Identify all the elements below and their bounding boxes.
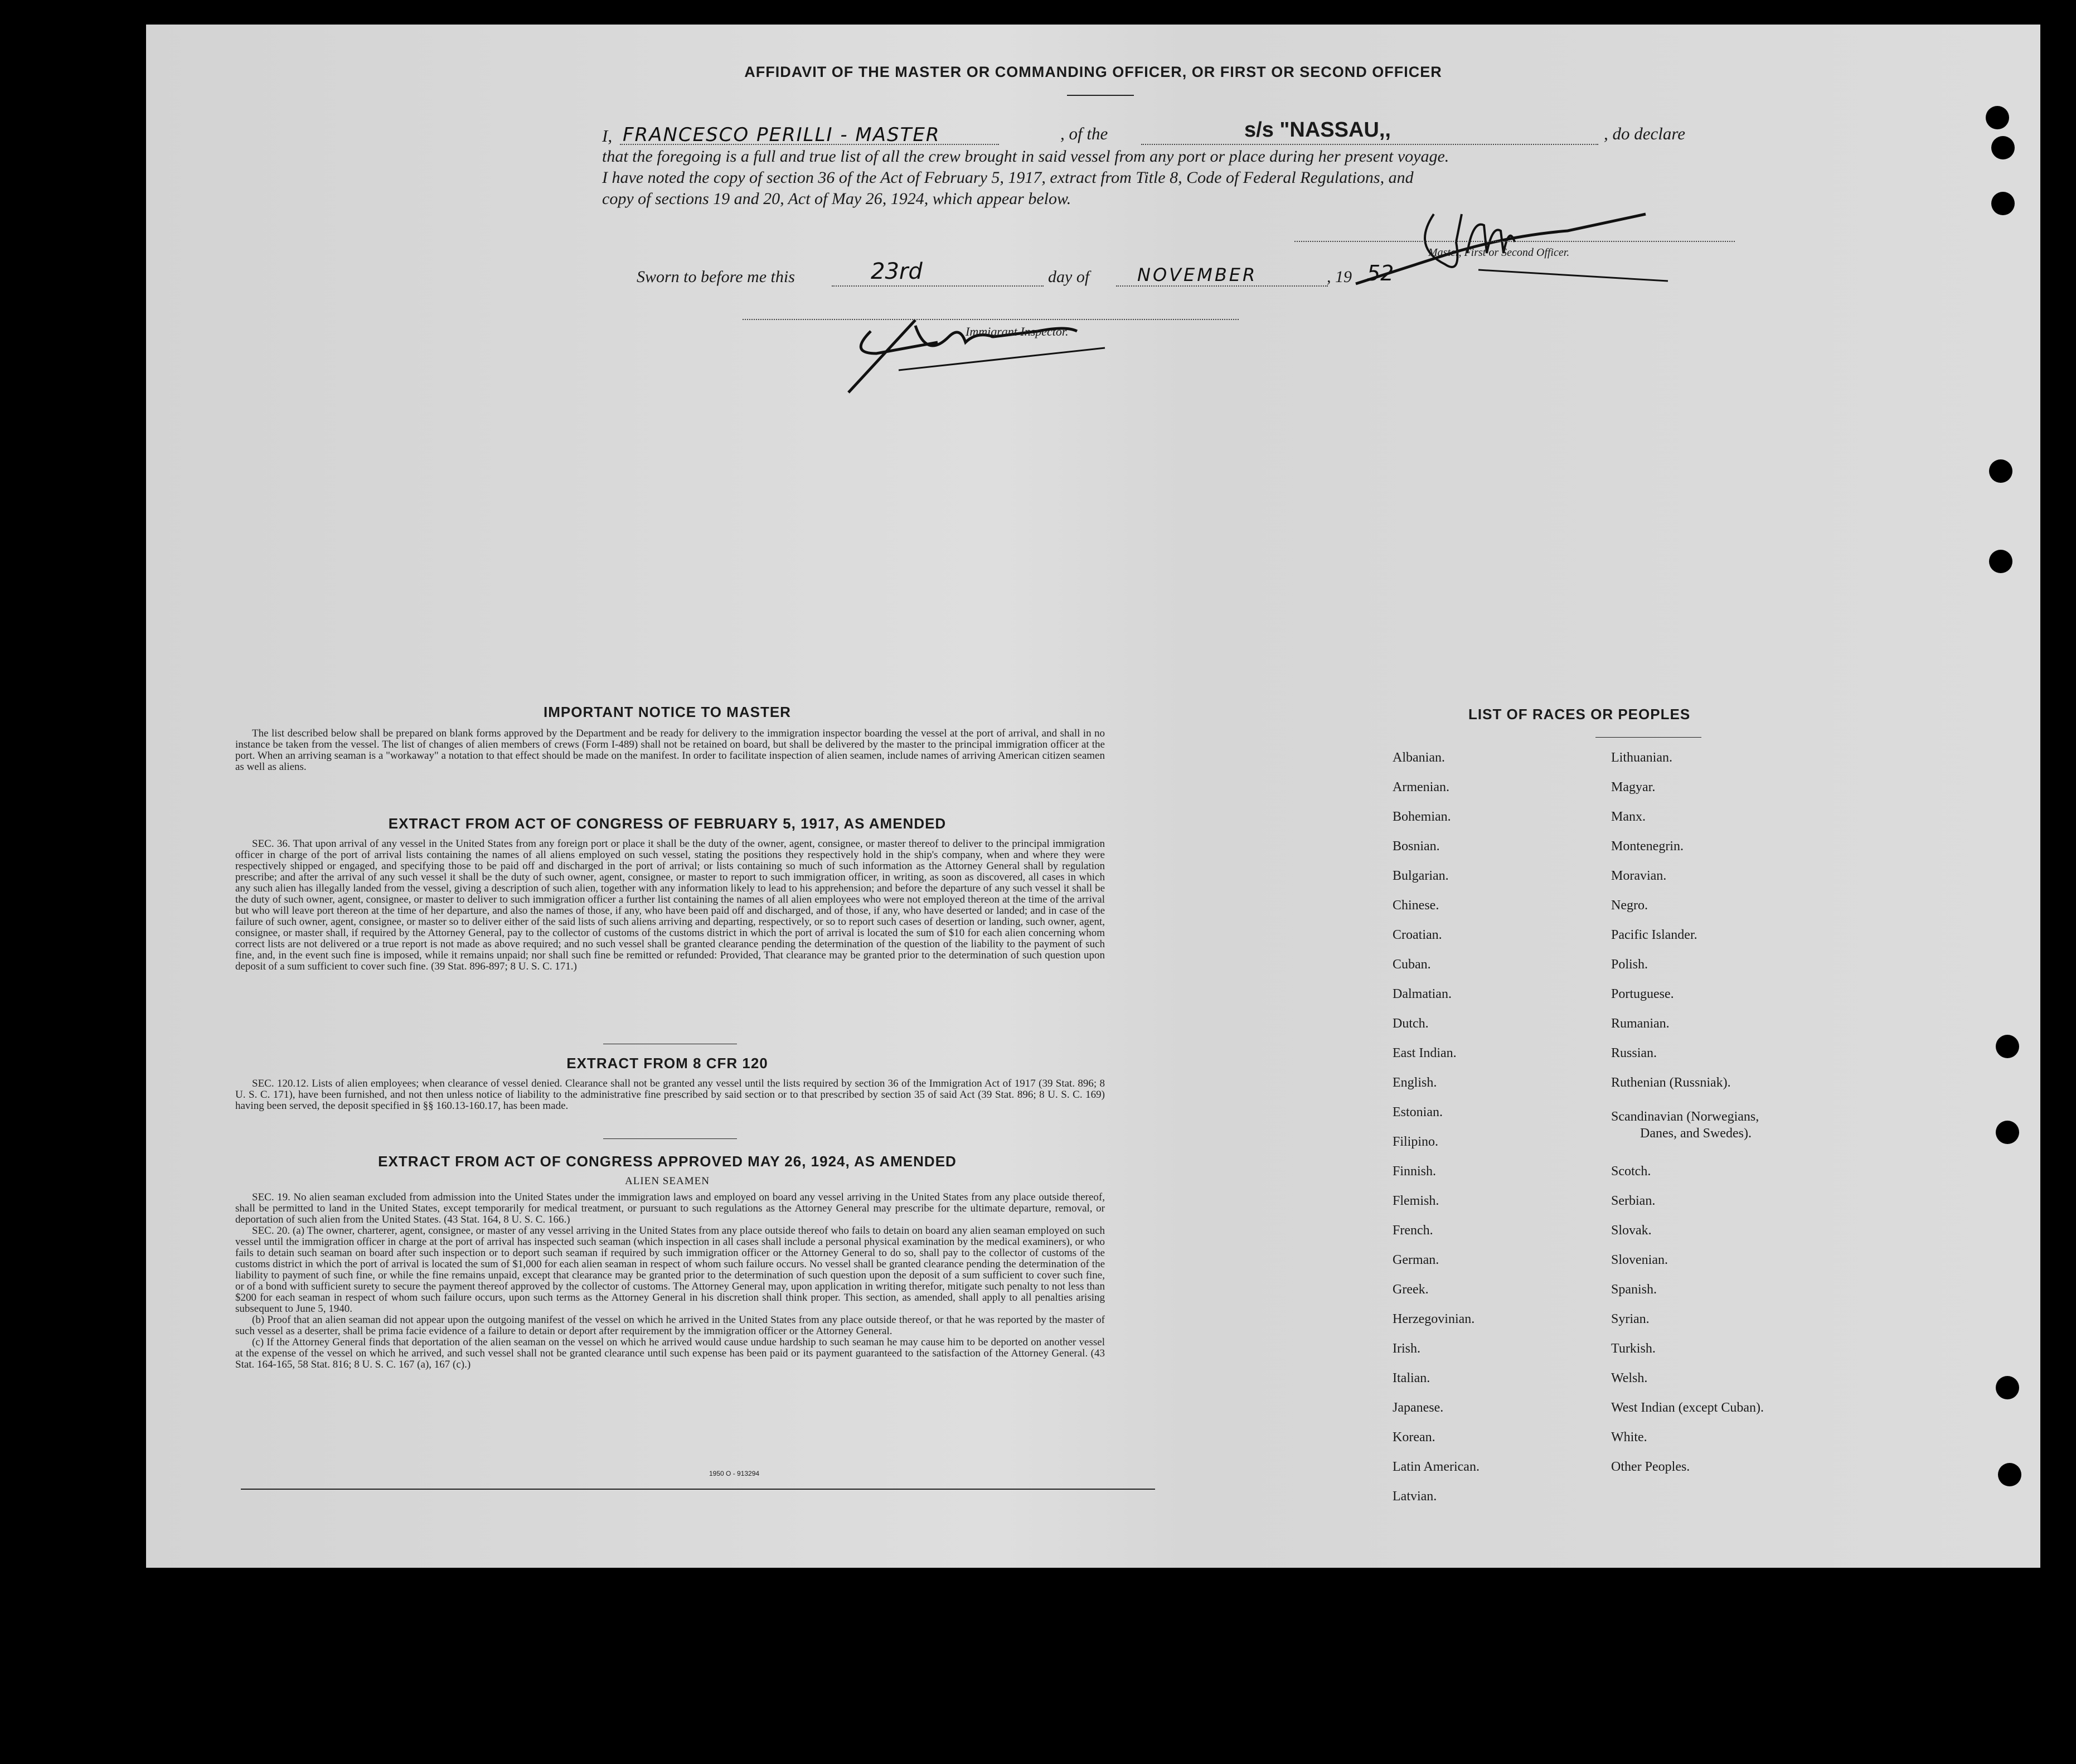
race-item: Spanish. <box>1611 1282 1657 1297</box>
race-item: Pacific Islander. <box>1611 928 1697 942</box>
sworn-year-prefix: , 19 <box>1327 268 1352 286</box>
punch-hole <box>1998 1463 2021 1486</box>
race-item: Bohemian. <box>1393 810 1451 824</box>
race-item: Filipino. <box>1393 1135 1439 1149</box>
master-signature <box>1333 192 1746 292</box>
race-item: Korean. <box>1393 1430 1435 1445</box>
affidavit-line1-mid: , of the <box>1060 124 1108 143</box>
race-item: Ruthenian (Russniak). <box>1611 1075 1731 1090</box>
race-item: Latvian. <box>1393 1489 1437 1504</box>
print-code: 1950 O - 913294 <box>709 1470 760 1477</box>
notice-title: IMPORTANT NOTICE TO MASTER <box>544 704 791 720</box>
master-name-handwritten: FRANCESCO PERILLI - MASTER <box>623 124 940 146</box>
extract-1924-title: EXTRACT FROM ACT OF CONGRESS APPROVED MAY 26, 1924, AS AMENDED <box>378 1153 957 1170</box>
officer-signature-line <box>1294 241 1735 242</box>
affidavit-line1-suffix: , do declare <box>1604 124 1686 143</box>
extract-1917-text: SEC. 36. That upon arrival of any vessel in the United States from any foreign port or place it shall be the duty of the owner, agent, consignee, or master thereof to deliver to the principal immigration officer in charge of the port of arrival lists containing the names of all aliens employed on such vessel, stating the positions they respectively hold in the ship's company, when and where they were respectively shipped or engaged, and specifying those to be paid off and discharged in the port of arrival; or lists containing so much of such information as the Attorney General shall by regulation prescribe; and after the arrival of any such vessel it shall be the duty of such owner, agent, consignee, or master to report to such immigration officer, in writing, as soon as discovered, all cases in which any such alien has illegally landed from the vessel, giving a description of such alien, together with any information likely to lead to his apprehension; and before the departure of any such vessel it shall be the duty of such owner, agent, consignee, or master to deliver to such immigration officer a further list containing the names of all alien employees who were not employed thereon at the time of the arrival but who will leave port thereon at the time of her departure, and also the names of those, if any, who have been paid off and discharged, and of those, if any, who have deserted or landed; and in case of the failure of such owner, agent, consignee, or master so to deliver either of the said lists of such aliens arriving and departing, respectively, or so to report such cases of desertion or landing, such owner, agent, consignee, or master shall, if required by the Attorney General, pay to the collector of customs of the customs district in which the port of arrival is located the sum of $10 for each alien concerning whom correct lists are not delivered or a true report is not made as above required; and no such vessel shall be granted clearance pending the determination of the question of the liability to the payment of such fine, and, in the event such fine is imposed, while it remains unpaid; nor shall such fine be remitted or refunded: Provided, That clearance may be granted prior to the determination of such question upon deposit of a sum sufficient to cover such fine. (39 Stat. 896-897; 8 U. S. C. 171.) <box>235 838 1105 972</box>
race-item: West Indian (except Cuban). <box>1611 1400 1764 1415</box>
race-item: Irish. <box>1393 1341 1420 1356</box>
race-item: Greek. <box>1393 1282 1429 1297</box>
section-20b: (b) Proof that an alien seaman did not appear upon the outgoing manifest of the vessel on which he arrived in the United States from any place outside thereof, or that he was reported by the master of such vessel as a deserter, shall be prima facie evidence of a failure to detain or deport after requirement by the immigration officer or the Attorney General. <box>235 1314 1105 1337</box>
race-item: Chinese. <box>1393 898 1439 913</box>
extract-1924-subtitle: ALIEN SEAMEN <box>625 1175 710 1187</box>
race-item: Syrian. <box>1611 1312 1650 1326</box>
race-item: Albanian. <box>1393 750 1445 765</box>
race-item: Montenegrin. <box>1611 839 1684 854</box>
race-item: White. <box>1611 1430 1647 1445</box>
vessel-name: s/s "NASSAU,, <box>1244 118 1391 142</box>
extract-1924-text <box>235 1192 1105 1370</box>
race-item: Slovenian. <box>1611 1253 1668 1267</box>
inspector-caption: Immigrant Inspector. <box>966 324 1069 338</box>
affidavit-line4: copy of sections 19 and 20, Act of May 26, 1924, which appear below. <box>602 190 1071 208</box>
race-item: Scandinavian (Norwegians, <box>1611 1109 1759 1124</box>
race-item: East Indian. <box>1393 1046 1457 1060</box>
race-item: German. <box>1393 1253 1439 1267</box>
title-rule <box>1067 95 1134 96</box>
master-name-line <box>620 144 999 145</box>
section-20a: SEC. 20. (a) The owner, charterer, agent, consignee, or master of any vessel arriving in the United States from any place outside thereof who fails to detain on board any alien seaman employed on such vessel until the immigration officer in charge at the port of arrival has inspected such seaman (which inspection in all cases shall include a personal physical examination by the medical examiners), or who fails to detain such seaman on board after such inspection or to deport such seaman if required by such immigration officer or the Attorney General to do so, shall pay to the collector of customs of the customs district in which the port of arrival is located the sum of $1,000 for each alien seaman in respect of whom such failure occurs. No vessel shall be granted clearance pending the determination of the liability to payment of such fine, or while the fine remains unpaid, except that clearance may be granted prior to the determination of such question upon the deposit of a sum sufficient to cover such fine, or of a bond with sufficient surety to secure the payment thereof approved by the collector of customs. The Attorney General may, upon application in writing therefor, mitigate such penalty to not less than $200 for each seaman in respect of whom such failure occurs, upon such terms as the Attorney General in his discretion shall think proper. This section, as amended, shall apply to all penalties arising subsequent to June 5, 1940. <box>235 1225 1105 1315</box>
affidavit-title: AFFIDAVIT OF THE MASTER OR COMMANDING OFFICER, OR FIRST OR SECOND OFFICER <box>744 64 1442 80</box>
sworn-month-line <box>1116 285 1328 287</box>
bottom-rule <box>241 1489 1155 1490</box>
extract-cfr-text: SEC. 120.12. Lists of alien employees; when clearance of vessel denied. Clearance shall not be granted any vessel until the lists required by section 36 of the Immigration Act of 1917 (39 Stat. 896; 8 U. S. C. 171), have been furnished, and not then unless notice of liability to the administrative fine prescribed by said section or to that prescribed by section 35 of said Act (39 Stat. 896; 8 U. S. C. 169) having been served, the deposit specified in §§ 160.13-160.17, has been made. <box>235 1078 1105 1112</box>
affidavit-line1-prefix: I, <box>602 126 613 146</box>
races-title: LIST OF RACES OR PEOPLES <box>1468 706 1691 723</box>
race-item: Croatian. <box>1393 928 1442 942</box>
extract-1917-title: EXTRACT FROM ACT OF CONGRESS OF FEBRUARY 5, 1917, AS AMENDED <box>388 815 947 832</box>
vessel-line <box>1141 144 1598 145</box>
race-item: Moravian. <box>1611 869 1667 883</box>
race-item: Finnish. <box>1393 1164 1437 1179</box>
race-item: French. <box>1393 1223 1433 1238</box>
race-item: Danes, and Swedes). <box>1640 1126 1752 1141</box>
inspector-signature-line <box>743 319 1239 320</box>
race-item: Portuguese. <box>1611 987 1674 1001</box>
race-item: Estonian. <box>1393 1105 1443 1120</box>
affidavit-line3: I have noted the copy of section 36 of the Act of February 5, 1917, extract from Title 8, Code of Federal Regulations, and <box>602 168 1414 187</box>
race-item: Bosnian. <box>1393 839 1440 854</box>
race-item: Dalmatian. <box>1393 987 1452 1001</box>
race-item: Magyar. <box>1611 780 1656 794</box>
race-item: Russian. <box>1611 1046 1657 1060</box>
punch-hole <box>1996 1376 2019 1399</box>
race-item: Bulgarian. <box>1393 869 1449 883</box>
race-item: Japanese. <box>1393 1400 1444 1415</box>
race-item: Serbian. <box>1611 1194 1656 1208</box>
document-page <box>146 25 2040 1568</box>
inspector-signature <box>815 287 1127 398</box>
race-item: Herzegovinian. <box>1393 1312 1475 1326</box>
race-item: Polish. <box>1611 957 1648 972</box>
section-19: SEC. 19. No alien seaman excluded from admission into the United States under the immigration laws and employed on board any vessel arriving in the United States from any place outside thereof, shall be permitted to land in the United States, except temporarily for medical treatment, or pursuant to such regulations as the Attorney General may prescribe for the ultimate departure, removal, or deportation of such alien from the United States. (43 Stat. 164, 8 U. S. C. 166.) <box>235 1191 1105 1225</box>
race-item: Manx. <box>1611 810 1646 824</box>
punch-hole <box>1991 192 2015 215</box>
race-item: Cuban. <box>1393 957 1431 972</box>
sworn-day-handwritten: 23rd <box>871 259 923 284</box>
punch-hole <box>1989 459 2012 483</box>
sworn-day-of: day of <box>1048 268 1090 286</box>
races-title-rule <box>1595 737 1701 738</box>
race-item: Turkish. <box>1611 1341 1656 1356</box>
punch-hole <box>1996 1035 2019 1058</box>
race-item: Flemish. <box>1393 1194 1439 1208</box>
punch-hole <box>1991 136 2015 159</box>
sworn-month-handwritten: NOVEMBER <box>1137 264 1258 285</box>
sworn-prefix: Sworn to before me this <box>637 268 795 286</box>
race-item: Latin American. <box>1393 1460 1480 1474</box>
race-item: Armenian. <box>1393 780 1449 794</box>
race-item: Italian. <box>1393 1371 1430 1385</box>
punch-hole <box>1986 106 2009 129</box>
race-item: Other Peoples. <box>1611 1460 1690 1474</box>
race-item: Slovak. <box>1611 1223 1652 1238</box>
punch-hole <box>1996 1121 2019 1144</box>
race-item: Lithuanian. <box>1611 750 1672 765</box>
race-item: Scotch. <box>1611 1164 1651 1179</box>
punch-hole <box>1989 550 2012 573</box>
section-20c: (c) If the Attorney General finds that deportation of the alien seaman on the vessel on which he arrived would cause undue hardship to such seaman he may cause him to be deported on another vessel at the expense of the vessel on which he arrived, and such vessel shall not be granted clearance until such expense has been paid or its payment guaranteed to the satisfaction of the Attorney General. (43 Stat. 164-165, 58 Stat. 816; 8 U. S. C. 167 (a), 167 (c).) <box>235 1336 1105 1370</box>
extract-cfr-title: EXTRACT FROM 8 CFR 120 <box>566 1055 768 1072</box>
race-item: Welsh. <box>1611 1371 1648 1385</box>
race-item: English. <box>1393 1075 1437 1090</box>
sworn-year-handwritten: 52 <box>1367 261 1394 285</box>
officer-caption: Master, First or Second Officer. <box>1428 246 1570 259</box>
affidavit-line2: that the foregoing is a full and true list of all the crew brought in said vessel from any port or place during her present voyage. <box>602 147 1449 166</box>
race-item: Dutch. <box>1393 1016 1429 1031</box>
divider <box>603 1138 737 1139</box>
notice-text: The list described below shall be prepared on blank forms approved by the Department and be ready for delivery to the immigration inspector boarding the vessel at the port of arrival, and shall in no instance be taken from the vessel. The list of changes of alien members of crews (Form I-489) shall not be retained on board, but shall be delivered by the master to the principal immigration officer at the port. When an arriving seaman is a "workaway" a notation to that effect should be made on the manifest. In order to facilitate inspection of alien seamen, include names of arriving American citizen seamen as well as aliens. <box>235 728 1105 773</box>
race-item: Negro. <box>1611 898 1648 913</box>
race-item: Rumanian. <box>1611 1016 1670 1031</box>
